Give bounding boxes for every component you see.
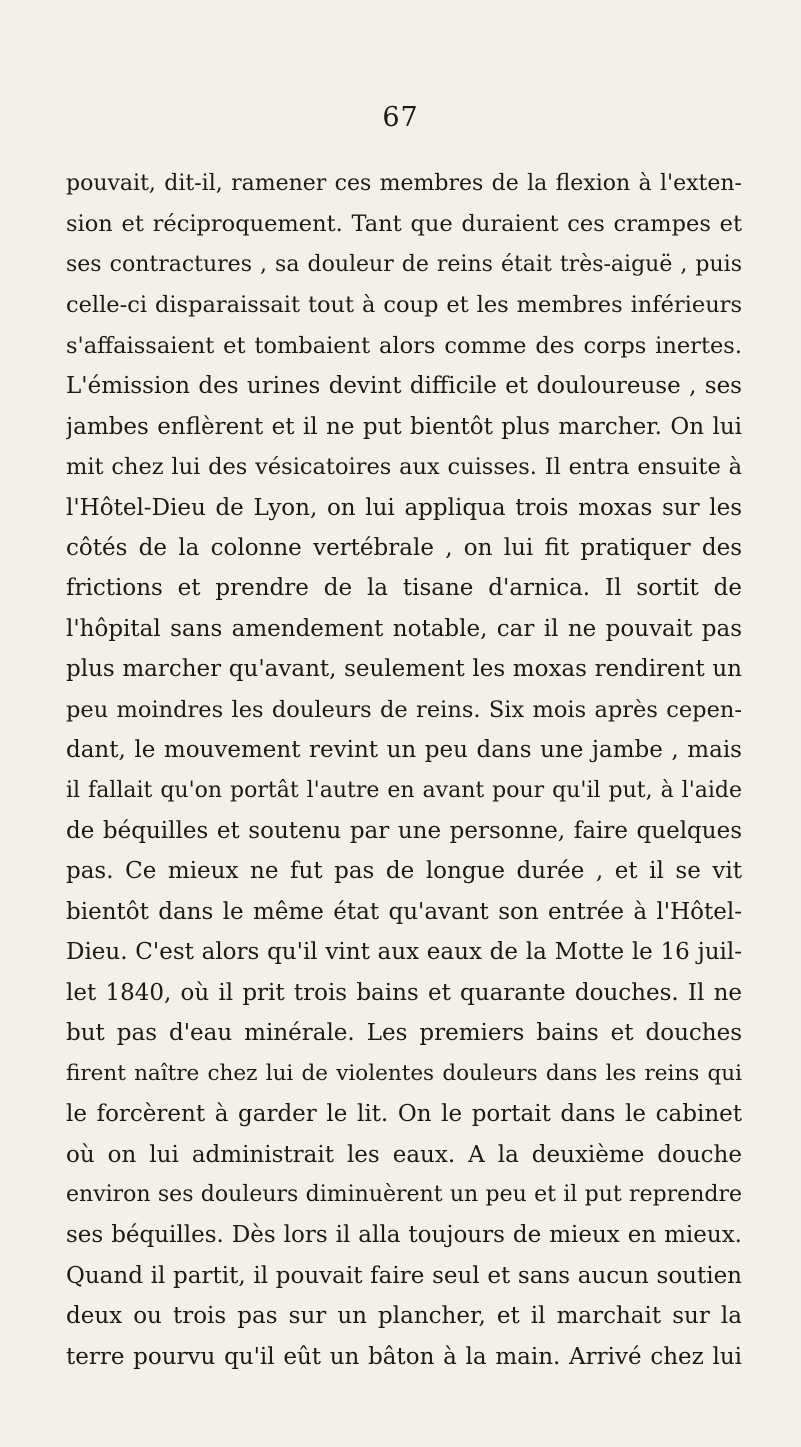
text-line: but pas d'eau minérale. Les premiers bains et douches: [66, 1020, 742, 1047]
text-line: Dieu. C'est alors qu'il vint aux eaux de la Motte le 16 juil-: [66, 939, 742, 966]
text-line: l'Hôtel-Dieu de Lyon, on lui appliqua trois moxas sur les: [66, 494, 742, 521]
text-line: où on lui administrait les eaux. A la deuxième douche: [66, 1141, 742, 1168]
text-line: Quand il partit, il pouvait faire seul et sans aucun soutien: [66, 1262, 742, 1289]
text-line: let 1840, où il prit trois bains et quarante douches. Il ne: [66, 979, 742, 1006]
text-line: pas. Ce mieux ne fut pas de longue durée , et il se vit: [66, 858, 742, 885]
text-line: terre pourvu qu'il eût un bâton à la main. Arrivé chez lui: [66, 1343, 742, 1370]
text-line: ses béquilles. Dès lors il alla toujours de mieux en mieux.: [66, 1222, 742, 1249]
text-line: L'émission des urines devint difficile et douloureuse , ses: [66, 373, 742, 400]
text-line: jambes enflèrent et il ne put bientôt plus marcher. On lui: [66, 413, 742, 440]
text-line: il fallait qu'on portât l'autre en avant pour qu'il put, à l'aide: [66, 777, 742, 803]
text-line: celle-ci disparaissait tout à coup et les membres inférieurs: [66, 292, 742, 319]
text-line: firent naître chez lui de violentes douleurs dans les reins qui: [66, 1060, 742, 1086]
text-line: frictions et prendre de la tisane d'arnica. Il sortit de: [66, 575, 742, 602]
text-line: de béquilles et soutenu par une personne, faire quelques: [66, 818, 742, 844]
text-line: ses contractures , sa douleur de reins était très-aiguë , puis: [66, 251, 742, 277]
text-line: le forcèrent à garder le lit. On le portait dans le cabinet: [66, 1101, 742, 1128]
body-text: [66, 164, 742, 1377]
text-line: peu moindres les douleurs de reins. Six mois après cepen-: [66, 696, 742, 723]
text-line: plus marcher qu'avant, seulement les moxas rendirent un: [66, 656, 742, 683]
text-line: dant, le mouvement revint un peu dans une jambe , mais: [66, 737, 742, 764]
text-line: environ ses douleurs diminuèrent un peu et il put reprendre: [66, 1181, 742, 1207]
text-line: côtés de la colonne vertébrale , on lui fit pratiquer des: [66, 534, 742, 561]
text-line: deux ou trois pas sur un plancher, et il marchait sur la: [66, 1303, 742, 1330]
text-line: s'affaissaient et tombaient alors comme des corps inertes.: [66, 332, 742, 359]
text-line: bientôt dans le même état qu'avant son entrée à l'Hôtel-: [66, 898, 742, 925]
text-line: sion et réciproquement. Tant que duraient ces crampes et: [66, 211, 742, 238]
text-line: mit chez lui des vésicatoires aux cuisses. Il entra ensuite à: [66, 454, 742, 481]
page-number: 67: [382, 102, 419, 133]
text-line: l'hôpital sans amendement notable, car il ne pouvait pas: [66, 615, 742, 642]
text-line: pouvait, dit-il, ramener ces membres de la flexion à l'exten-: [66, 171, 742, 196]
